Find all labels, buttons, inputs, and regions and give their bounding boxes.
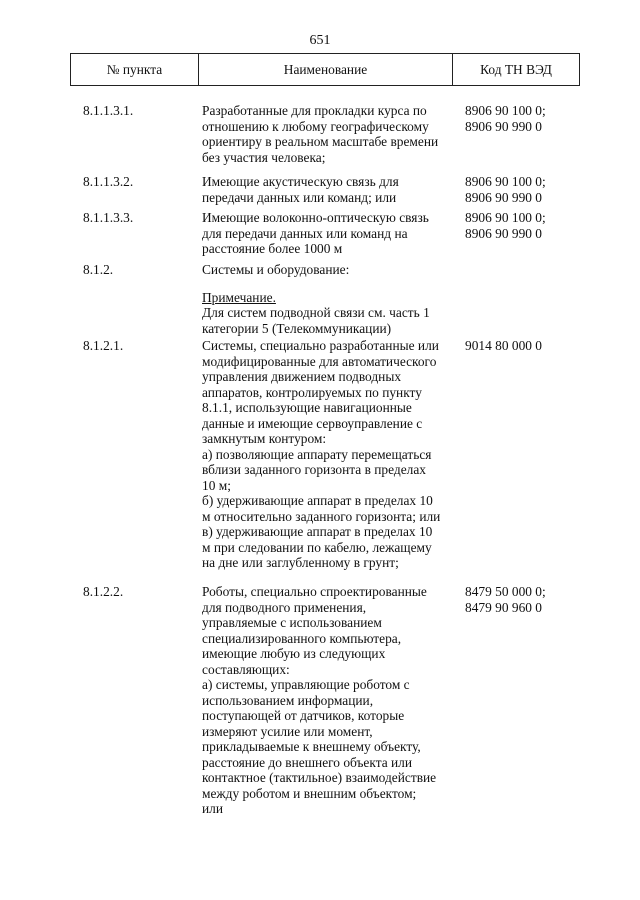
code-line: 8906 90 990 0: [465, 118, 542, 134]
item-number: 8.1.2.1.: [83, 338, 124, 353]
table-header: [70, 53, 580, 86]
name-line: поступающей от датчиков, которые: [202, 708, 405, 723]
item-code: [465, 103, 585, 134]
note-line: категории 5 (Телекоммуникации): [202, 320, 392, 336]
code-line: 8906 90 990 0: [465, 189, 542, 205]
code-line: 8479 90 960 0: [465, 599, 542, 615]
name-line: а) позволяющие аппарату перемещаться: [202, 446, 432, 462]
item-number: 8.1.1.3.1.: [83, 103, 134, 118]
item-name: [202, 210, 460, 257]
name-line: м при следовании по кабелю, лежащему: [202, 539, 432, 555]
item-code: [465, 338, 585, 354]
header-col-name: Наименование: [199, 54, 453, 86]
name-line: передачи данных или команд; или: [202, 189, 397, 205]
name-line: для подводного применения,: [202, 599, 367, 615]
note-line: Для систем подводной связи см. часть 1: [202, 305, 430, 320]
item-code: [465, 584, 585, 615]
name-line: данные и имеющие сервоуправление с: [202, 415, 423, 431]
item-name: [202, 103, 460, 165]
name-line: аппаратов, контролируемых по пункту: [202, 384, 422, 400]
name-line: а) системы, управляющие роботом с: [202, 677, 410, 692]
item-name: [202, 584, 460, 817]
note-title: Примечание.: [202, 289, 276, 305]
name-line: отношению к любому географическому: [202, 118, 429, 134]
name-line: замкнутым контуром:: [202, 431, 327, 446]
code-line: 8906 90 100 0;: [465, 210, 546, 225]
name-line: модифицированные для автоматического: [202, 353, 437, 369]
name-line: управления движением подводных: [202, 369, 402, 384]
name-line: вблизи заданного горизонта в пределах: [202, 462, 426, 477]
name-line: или: [202, 801, 224, 816]
name-line: 8.1.1, использующие навигационные: [202, 400, 412, 415]
name-line: специализированного компьютера,: [202, 630, 402, 646]
name-line: Имеющие акустическую связь для: [202, 174, 399, 189]
code-line: 8906 90 100 0;: [465, 174, 546, 189]
name-line: б) удерживающие аппарат в пределах 10: [202, 493, 433, 508]
code-line: 8906 90 100 0;: [465, 103, 546, 118]
code-line: 8906 90 990 0: [465, 225, 542, 241]
name-line: имеющие любую из следующих: [202, 646, 386, 661]
name-line: для передачи данных или команд на: [202, 225, 408, 241]
name-line: Разработанные для прокладки курса по: [202, 103, 427, 118]
name-line: м относительно заданного горизонта; или: [202, 508, 441, 524]
page-number: 651: [309, 33, 331, 48]
item-number: 8.1.1.3.2.: [83, 174, 134, 189]
name-line: ориентиру в реальном масштабе времени: [202, 134, 439, 149]
name-line: Роботы, специально спроектированные: [202, 584, 427, 599]
name-line: без участия человека;: [202, 149, 326, 165]
item-name: [202, 338, 460, 571]
header-col-code: Код ТН ВЭД: [453, 54, 580, 86]
name-line: управляемые с использованием: [202, 615, 382, 630]
name-line: в) удерживающие аппарат в пределах 10: [202, 524, 433, 539]
item-code: [465, 210, 585, 241]
name-line: прикладываемые к внешнему объекту,: [202, 739, 421, 754]
header-col-number: № пункта: [71, 54, 199, 86]
name-line: между роботом и внешним объектом;: [202, 785, 417, 801]
item-number: 8.1.2.: [83, 262, 114, 277]
name-line: расстояние более 1000 м: [202, 241, 343, 256]
name-line: расстояние до внешнего объекта или: [202, 754, 413, 770]
name-line: контактное (тактильное) взаимодействие: [202, 770, 437, 785]
item-number: 8.1.2.2.: [83, 584, 124, 599]
name-line: на дне или заглубленному в грунт;: [202, 555, 399, 570]
item-code: [465, 174, 585, 205]
name-line: Системы и оборудование:: [202, 262, 350, 277]
code-line: 8479 50 000 0;: [465, 584, 546, 599]
name-line: Имеющие волоконно-оптическую связь: [202, 210, 429, 225]
name-line: составляющих:: [202, 661, 290, 677]
item-name: [202, 262, 460, 336]
item-name: [202, 174, 460, 205]
name-line: измеряют усилие или момент,: [202, 723, 373, 739]
code-line: 9014 80 000 0: [465, 338, 542, 353]
item-number: 8.1.1.3.3.: [83, 210, 134, 225]
name-line: использованием информации,: [202, 692, 374, 708]
name-line: 10 м;: [202, 477, 231, 493]
name-line: Системы, специально разработанные или: [202, 338, 439, 353]
